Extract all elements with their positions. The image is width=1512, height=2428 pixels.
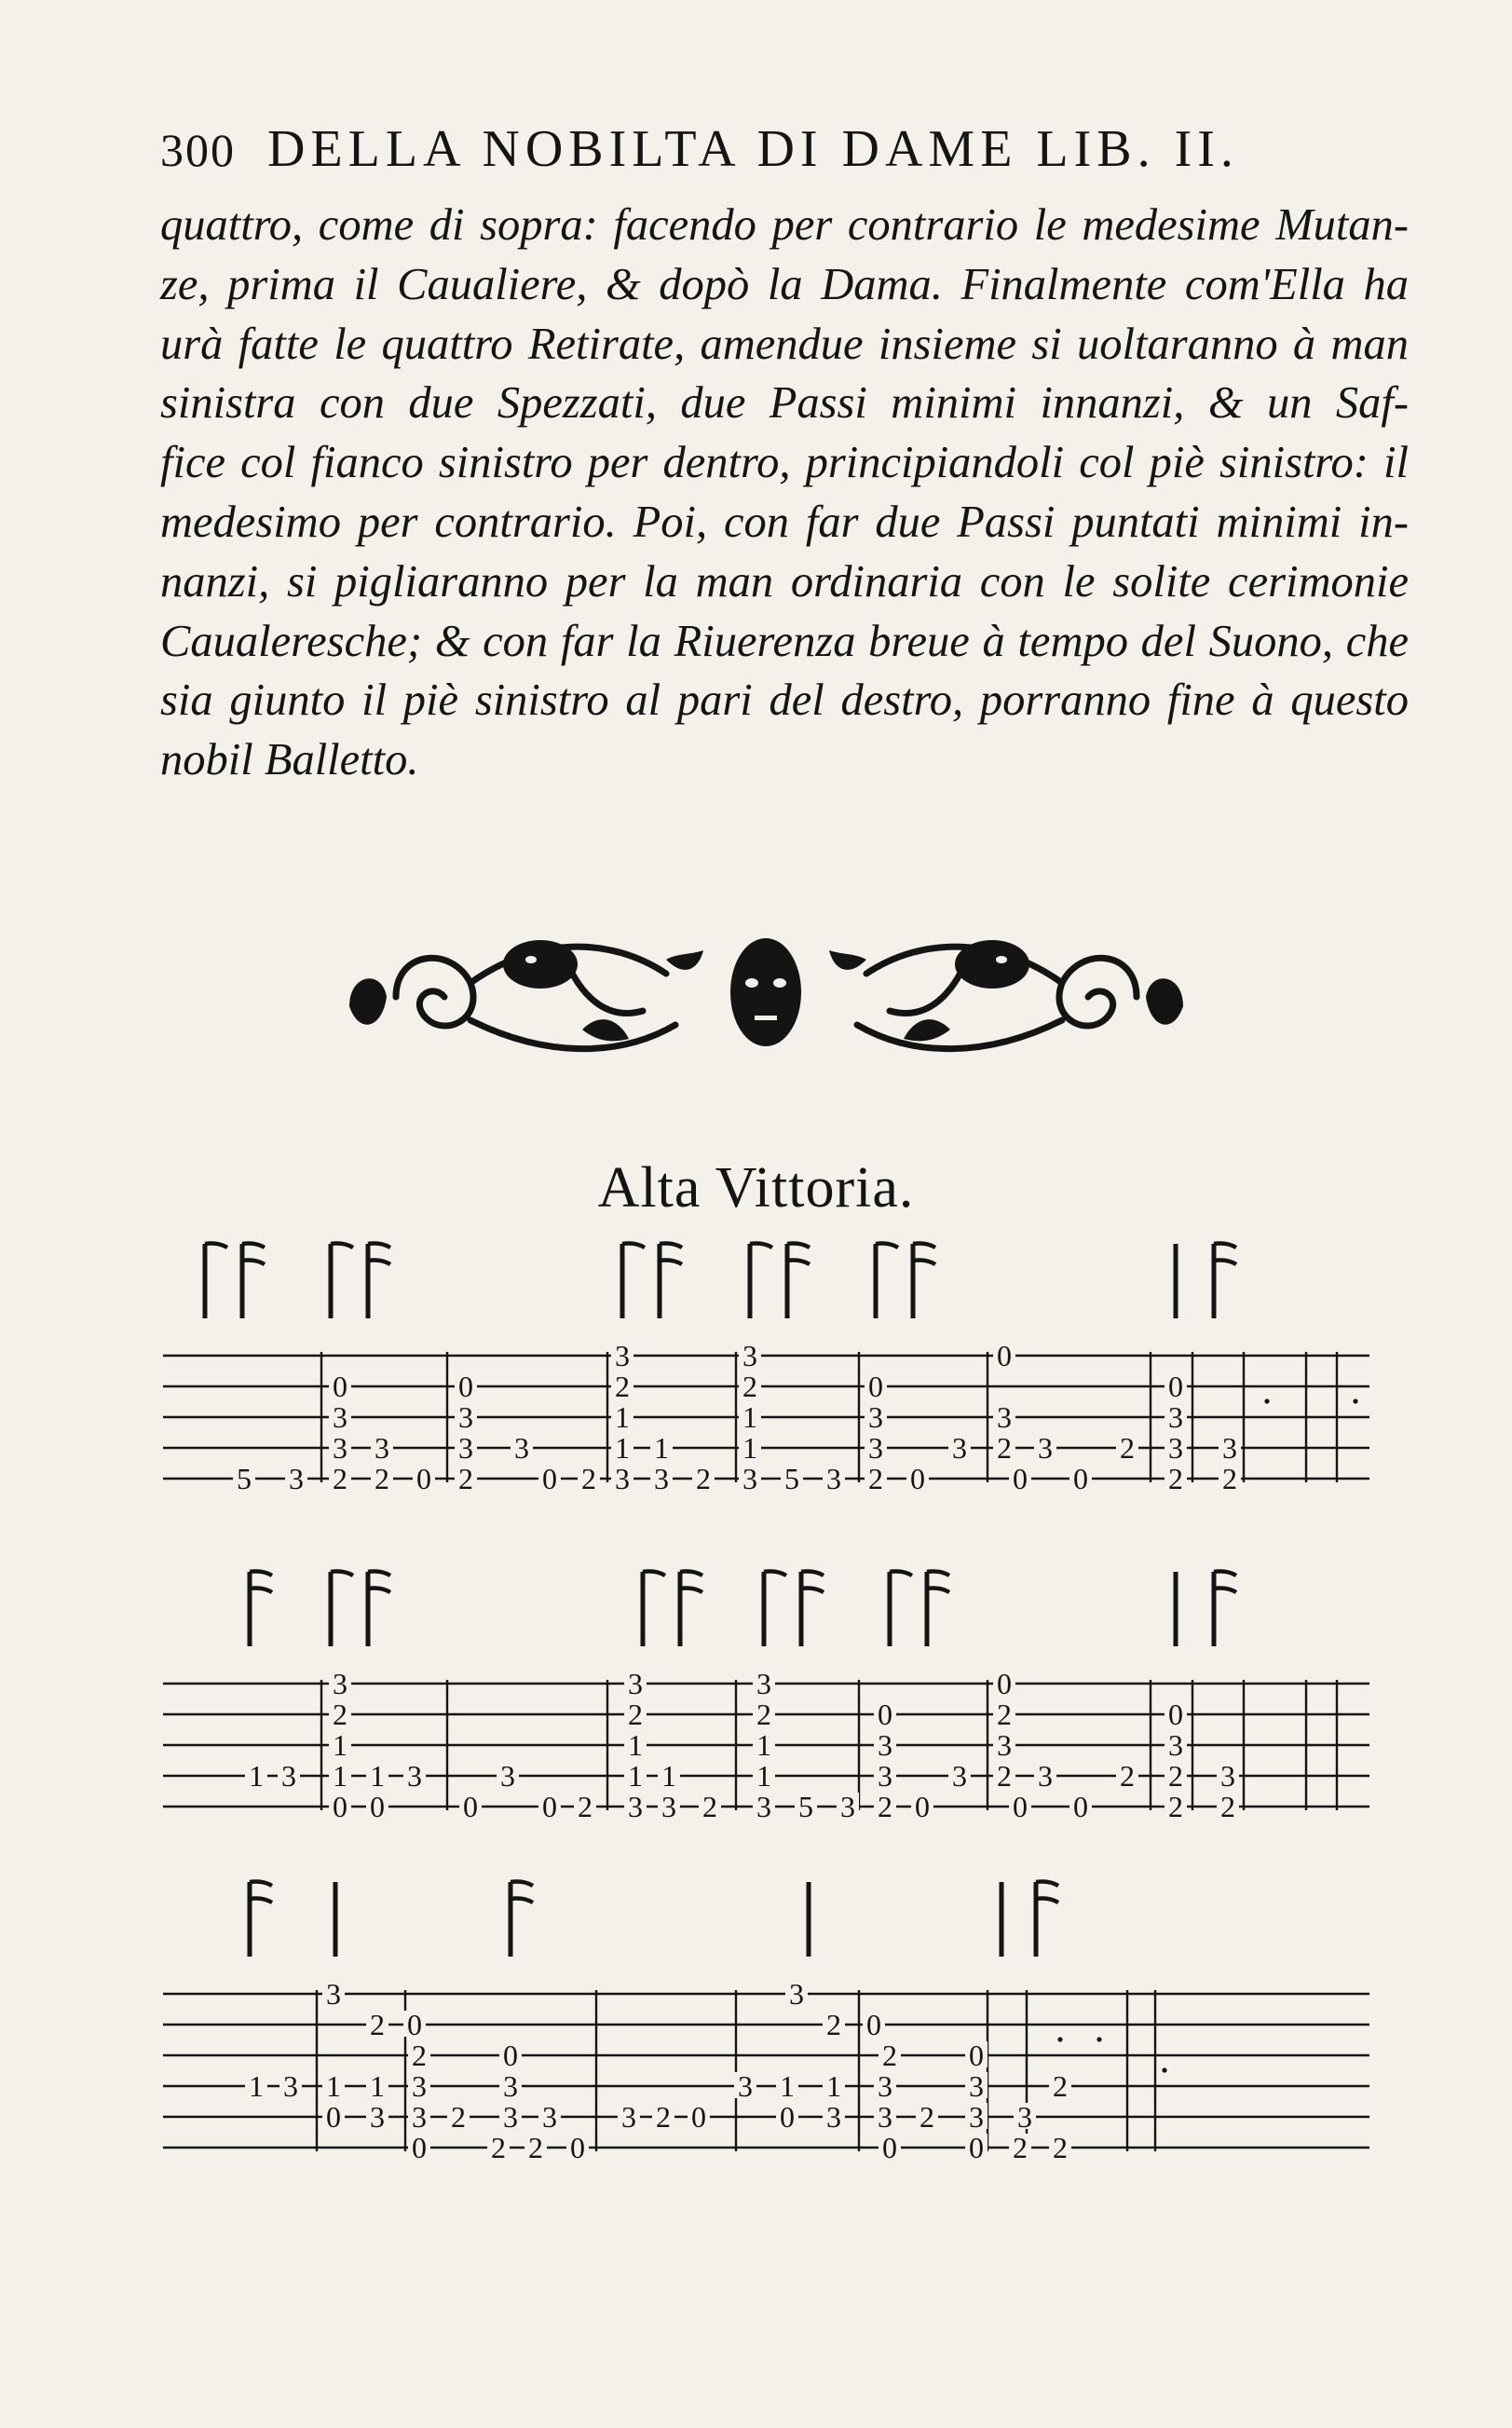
tab-fret: 1 [615,1400,630,1434]
tab-fret: 2 [333,1698,347,1731]
tablature-system [163,1882,1369,2165]
tab-fret: 3 [289,1462,304,1495]
tab-fret: 3 [789,1977,804,2011]
tab-fret: 3 [412,2100,427,2134]
tab-fret: 0 [326,2100,341,2134]
tab-fret: 3 [868,1400,883,1434]
text-line: nanzi, si pigliaranno per la man ordinaria con le solite cerimonie [160,556,1409,607]
tab-fret: 3 [375,1431,389,1465]
rhythm-flag [1036,1882,1058,1887]
tab-fret: 0 [412,2131,427,2164]
tab-fret: 3 [615,1339,630,1372]
tab-fret: 5 [798,1790,813,1823]
tab-fret: 2 [578,1790,593,1823]
tab-fret: 0 [503,2039,518,2072]
tab-fret: 3 [878,1728,892,1762]
rhythm-flag [1214,1244,1236,1248]
tab-fret: 1 [249,2069,264,2103]
tab-dot [1097,2037,1101,2041]
tab-fret: 1 [615,1431,630,1465]
tab-fret: 2 [333,1462,347,1495]
rhythm-flag [660,1244,682,1248]
tab-dot [1162,2067,1166,2072]
tab-fret: 2 [458,1462,473,1495]
tab-fret: 2 [412,2039,427,2072]
tab-fret: 3 [654,1462,669,1495]
tab-fret: 0 [542,1790,557,1823]
rhythm-flag [787,1244,810,1248]
tab-fret: 1 [628,1728,643,1762]
tab-fret: 1 [370,1759,385,1793]
rhythm-flag [643,1572,665,1576]
tab-fret: 1 [826,2069,841,2103]
tab-fret: 0 [915,1790,930,1823]
tab-fret: 3 [868,1431,883,1465]
tab-fret: 2 [656,2100,671,2134]
rhythm-flag [250,1899,272,1903]
tab-fret: 0 [333,1370,347,1403]
tab-fret: 2 [615,1370,630,1403]
lute-tablature [0,1230,1512,2311]
rhythm-flag [205,1244,227,1248]
rhythm-flag [890,1572,912,1576]
tab-dot [1353,1398,1357,1403]
tab-fret: 2 [1168,1462,1183,1495]
tab-fret: 2 [1120,1759,1135,1793]
tab-fret: 3 [333,1400,347,1434]
tab-fret: 2 [1013,2131,1028,2164]
tab-fret: 2 [997,1431,1012,1465]
tab-fret: 0 [407,2008,422,2041]
tab-fret: 1 [780,2069,795,2103]
tab-fret: 3 [503,2069,518,2103]
tab-fret: 2 [1220,1790,1235,1823]
grotesque-ornament-band-icon [331,918,1202,1076]
tab-fret: 0 [969,2131,984,2164]
tab-fret: 0 [910,1462,925,1495]
tablature-system [163,1244,1369,1496]
tab-fret: 3 [742,1339,757,1372]
tab-fret: 2 [997,1759,1012,1793]
rhythm-flag [680,1589,702,1593]
text-line: fice col fianco sinistro per dentro, principiandoli col piè sinistro: il [160,438,1409,488]
tab-fret: 1 [333,1728,347,1762]
tab-fret: 3 [1220,1759,1235,1793]
body-paragraph [160,196,1409,790]
tab-fret: 2 [1053,2069,1068,2103]
tab-fret: 3 [458,1431,473,1465]
rhythm-flag [511,1899,533,1903]
tab-fret: 2 [1222,1462,1237,1495]
tab-fret: 1 [654,1431,669,1465]
rhythm-flag [242,1261,265,1265]
tab-fret: 0 [878,1698,892,1731]
tab-fret: 0 [463,1790,478,1823]
rhythm-flag [242,1244,265,1248]
rhythm-flag [368,1572,390,1576]
tab-fret: 1 [326,2069,341,2103]
tab-fret: 2 [826,2008,841,2041]
tab-fret: 0 [1073,1462,1088,1495]
tab-fret: 3 [1168,1728,1183,1762]
rhythm-flag [368,1261,390,1265]
tab-fret: 3 [628,1790,643,1823]
tab-fret: 0 [997,1339,1012,1372]
tab-fret: 3 [661,1790,676,1823]
tab-fret: 0 [997,1667,1012,1700]
rhythm-flag [750,1244,772,1248]
tab-fret: 2 [628,1698,643,1731]
tab-fret: 3 [952,1431,967,1465]
tab-fret: 3 [500,1759,515,1793]
tab-fret: 1 [249,1759,264,1793]
rhythm-flag [660,1261,682,1265]
tab-fret: 1 [370,2069,385,2103]
tab-fret: 3 [997,1400,1012,1434]
tab-fret: 0 [370,1790,385,1823]
tab-fret: 2 [696,1462,711,1495]
tab-fret: 0 [1013,1790,1028,1823]
rhythm-flag [250,1572,272,1576]
tab-fret: 3 [458,1400,473,1434]
tab-fret: 2 [581,1462,596,1495]
tab-fret: 2 [451,2100,466,2134]
rhythm-flag [876,1244,898,1248]
rhythm-flag [331,1572,353,1576]
tab-fret: 2 [756,1698,771,1731]
tablature-system [163,1572,1369,1824]
rhythm-flag [1036,1899,1058,1903]
tab-fret: 2 [375,1462,389,1495]
tab-fret: 2 [882,2039,897,2072]
tab-fret: 3 [826,1462,841,1495]
tab-fret: 3 [756,1790,771,1823]
tab-fret: 0 [868,1370,883,1403]
rhythm-flag [1214,1261,1236,1265]
tab-fret: 3 [952,1759,967,1793]
tab-fret: 3 [621,2100,636,2134]
rhythm-flag [801,1589,824,1593]
tab-fret: 2 [878,1790,892,1823]
tab-fret: 3 [542,2100,557,2134]
tab-fret: 3 [615,1462,630,1495]
tab-fret: 0 [1073,1790,1088,1823]
tab-fret: 0 [882,2131,897,2164]
text-line: quattro, come di sopra: facendo per contrario le medesime Mutan- [160,200,1409,250]
tab-fret: 3 [969,2069,984,2103]
tab-fret: 3 [826,2100,841,2134]
tab-fret: 1 [742,1431,757,1465]
tab-fret: 3 [1038,1431,1053,1465]
tab-fret: 1 [661,1759,676,1793]
tablature-title: Alta Vittoria. [597,1156,915,1220]
rhythm-flag [927,1572,949,1576]
tab-dot [1264,1398,1269,1403]
rhythm-flag [511,1882,533,1887]
text-line: Caualeresche; & con far la Riuerenza breue à tempo del Suono, che [160,616,1409,666]
tab-fret: 3 [878,2069,892,2103]
tab-fret: 3 [756,1667,771,1700]
tab-fret: 3 [1038,1759,1053,1793]
text-line: nobil Balletto. [160,735,419,785]
tab-fret: 5 [237,1462,252,1495]
text-line: urà fatte le quattro Retirate, amendue insieme si uoltaranno à man [160,319,1409,369]
tab-fret: 3 [1168,1431,1183,1465]
rhythm-flag [913,1261,935,1265]
rhythm-flag [622,1244,645,1248]
tab-fret: 0 [1013,1462,1028,1495]
text-line: sia giunto il piè sinistro al pari del destro, porranno fine à questo [160,675,1409,726]
running-title: DELLA NOBILTA DI DAME LIB. II. [267,120,1239,178]
tab-fret: 3 [878,2100,892,2134]
tab-fret: 3 [370,2100,385,2134]
tab-fret: 3 [840,1790,855,1823]
tab-fret: 2 [491,2131,506,2164]
tab-fret: 2 [742,1370,757,1403]
tab-fret: 0 [866,2008,881,2041]
tab-fret: 2 [919,2100,934,2134]
rhythm-flag [680,1572,702,1576]
tab-fret: 1 [333,1759,347,1793]
tab-fret: 3 [878,1759,892,1793]
tab-fret: 3 [738,2069,753,2103]
rhythm-flag [787,1261,810,1265]
tab-fret: 3 [407,1759,422,1793]
text-line: sinistra con due Spezzati, due Passi minimi innanzi, & un Saf- [160,378,1409,429]
tab-fret: 3 [333,1667,347,1700]
tab-fret: 0 [1168,1370,1183,1403]
tab-fret: 3 [412,2069,427,2103]
tab-fret: 3 [742,1462,757,1495]
tab-fret: 3 [1017,2100,1032,2134]
tab-fret: 3 [628,1667,643,1700]
tab-fret: 2 [868,1462,883,1495]
tab-fret: 3 [514,1431,529,1465]
tab-fret: 1 [628,1759,643,1793]
tab-dot [1057,2037,1062,2041]
rhythm-flag [764,1572,786,1576]
rhythm-flag [801,1572,824,1576]
rhythm-flag [250,1589,272,1593]
tab-fret: 3 [333,1431,347,1465]
running-header [160,119,1371,194]
rhythm-flag [331,1244,353,1248]
tab-fret: 0 [333,1790,347,1823]
tab-fret: 0 [458,1370,473,1403]
tab-fret: 3 [283,2069,298,2103]
tab-fret: 1 [742,1400,757,1434]
tab-fret: 2 [370,2008,385,2041]
tab-fret: 3 [503,2100,518,2134]
tab-fret: 2 [1053,2131,1068,2164]
tab-fret: 3 [997,1728,1012,1762]
tab-fret: 2 [702,1790,717,1823]
tab-fret: 2 [1168,1790,1183,1823]
tab-fret: 2 [528,2131,543,2164]
text-line: medesimo per contrario. Poi, con far due Passi puntati minimi in- [160,497,1409,547]
tab-fret: 0 [570,2131,585,2164]
tab-fret: 0 [416,1462,431,1495]
page-number: 300 [160,124,236,176]
tab-fret: 1 [756,1728,771,1762]
tab-fret: 0 [542,1462,557,1495]
tab-fret: 3 [969,2100,984,2134]
rhythm-flag [1214,1572,1236,1576]
tab-fret: 2 [1120,1431,1135,1465]
tab-fret: 3 [1168,1400,1183,1434]
rhythm-flag [913,1244,935,1248]
rhythm-flag [927,1589,949,1593]
tab-fret: 2 [1168,1759,1183,1793]
tab-fret: 5 [784,1462,799,1495]
tab-fret: 2 [997,1698,1012,1731]
rhythm-flag [368,1589,390,1593]
tab-fret: 0 [1168,1698,1183,1731]
tab-fret: 0 [691,2100,706,2134]
tab-fret: 0 [969,2039,984,2072]
rhythm-flag [368,1244,390,1248]
tab-fret: 3 [1222,1431,1237,1465]
rhythm-flag [1214,1589,1236,1593]
tab-fret: 3 [326,1977,341,2011]
tab-fret: 3 [281,1759,296,1793]
text-line: ze, prima il Caualiere, & dopò la Dama. Finalmente com'Ella ha [160,259,1409,309]
rhythm-flag [250,1882,272,1887]
tab-fret: 1 [756,1759,771,1793]
tab-fret: 0 [780,2100,795,2134]
